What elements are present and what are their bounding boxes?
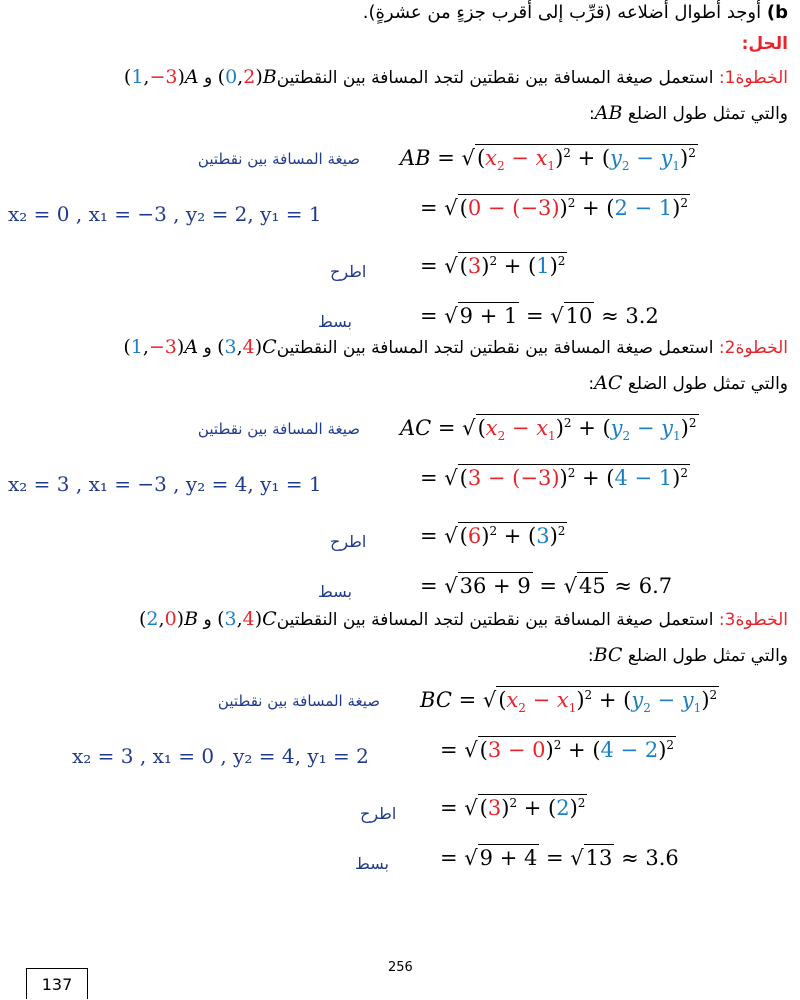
formula-equation: AB = $√(x_2 - x_1)^2 + (y_2 - y_1)^2$ [400, 146, 696, 174]
step-intro-text: استعمل صيغة المسافة بين نقطتين لتجد المسافة بين النقطتين [276, 338, 714, 358]
side-name: AB [594, 102, 623, 124]
simplify-label: بسط [318, 312, 352, 331]
substitution-equation: = $√(3 - 0)^2 + (4 - 2)^2$ [440, 738, 675, 762]
formula-equation: AC = $√(x_2 - x_1)^2 + (y_2 - y_1)^2$ [400, 416, 697, 444]
page-box-number: 137 [26, 968, 88, 999]
substitution-equation: = $√(0 - (-3))^2 + (2 - 1)^2$ [420, 196, 689, 220]
formula-label: صيغة المسافة بين نقطتين [197, 420, 360, 438]
substitution-equation: = $√(3 - (-3))^2 + (4 - 1)^2$ [420, 466, 689, 490]
approx-value: 3.6 [645, 846, 679, 870]
simplify-equation: = √9 + 4 = √13 ≈ 3.6 [440, 846, 679, 870]
step-intro: الخطوة1: استعمل صيغة المسافة بين نقطتين لتجد المسافة بين النقطتين(0,2)B و (1,−3)A [123, 66, 788, 88]
simplify-label: بسط [318, 582, 352, 601]
step-intro-text: استعمل صيغة المسافة بين نقطتين لتجد المسافة بين النقطتين [276, 68, 714, 88]
subtract-label: اطرح [330, 262, 367, 281]
approx-value: 6.7 [638, 574, 673, 598]
solution-label: الحل: [741, 34, 788, 54]
formula-label: صيغة المسافة بين نقطتين [217, 692, 380, 710]
simplify-equation: = √36 + 9 = √45 ≈ 6.7 [420, 574, 673, 598]
approx-value: 3.2 [625, 304, 659, 328]
step-line2: والتي تمثل طول الضلع AC: [588, 372, 788, 394]
point-left-name: A [184, 66, 199, 88]
subtract-equation: = $√(3)^2 + (1)^2$ [420, 254, 566, 278]
step-line2: والتي تمثل طول الضلع BC: [587, 644, 788, 666]
part-letter: b) [766, 2, 788, 23]
page-number: 256 [388, 960, 413, 975]
step-label: الخطوة2: [718, 338, 788, 358]
question-text: أوجد أطوال أضلاعه (قرِّب إلى أقرب جزءٍ من عشرةٍ). [362, 2, 762, 23]
step-intro-text: استعمل صيغة المسافة بين نقطتين لتجد المسافة بين النقطتين [276, 610, 714, 630]
step-intro: الخطوة3: استعمل صيغة المسافة بين نقطتين لتجد المسافة بين النقطتين(3,4)C و (2,0)B [139, 608, 788, 630]
subtract-label: اطرح [360, 804, 397, 823]
simplify-equation: = √9 + 1 = √10 ≈ 3.2 [420, 304, 659, 328]
point-right-name: C [262, 336, 277, 358]
point-right-name: B [262, 66, 277, 88]
subtract-equation: = $√(3)^2 + (2)^2$ [440, 796, 586, 820]
substitution-values: x₂ = 3 , x₁ = 0 , y₂ = 4, y₁ = 2 [72, 744, 369, 768]
substitution-values: x₂ = 0 , x₁ = −3 , y₂ = 2, y₁ = 1 [8, 202, 322, 226]
step-intro: الخطوة2: استعمل صيغة المسافة بين نقطتين لتجد المسافة بين النقطتين(3,4)C و (1,−3)A [123, 336, 788, 358]
step-label: الخطوة3: [718, 610, 788, 630]
point-left-name: A [184, 336, 199, 358]
side-name: AC [594, 372, 623, 394]
formula-label: صيغة المسافة بين نقطتين [197, 150, 360, 168]
subtract-label: اطرح [330, 532, 367, 551]
step-label: الخطوة1: [718, 68, 788, 88]
formula-equation: BC = $√(x_2 - x_1)^2 + (y_2 - y_1)^2$ [420, 688, 718, 716]
substitution-values: x₂ = 3 , x₁ = −3 , y₂ = 4, y₁ = 1 [8, 472, 322, 496]
question-line [363, 2, 788, 23]
step-line2: والتي تمثل طول الضلع AB: [589, 102, 788, 124]
point-left-name: B [184, 608, 199, 630]
subtract-equation: = $√(6)^2 + (3)^2$ [420, 524, 566, 548]
side-name: BC [593, 644, 623, 666]
point-right-name: C [262, 608, 277, 630]
simplify-label: بسط [355, 854, 389, 873]
